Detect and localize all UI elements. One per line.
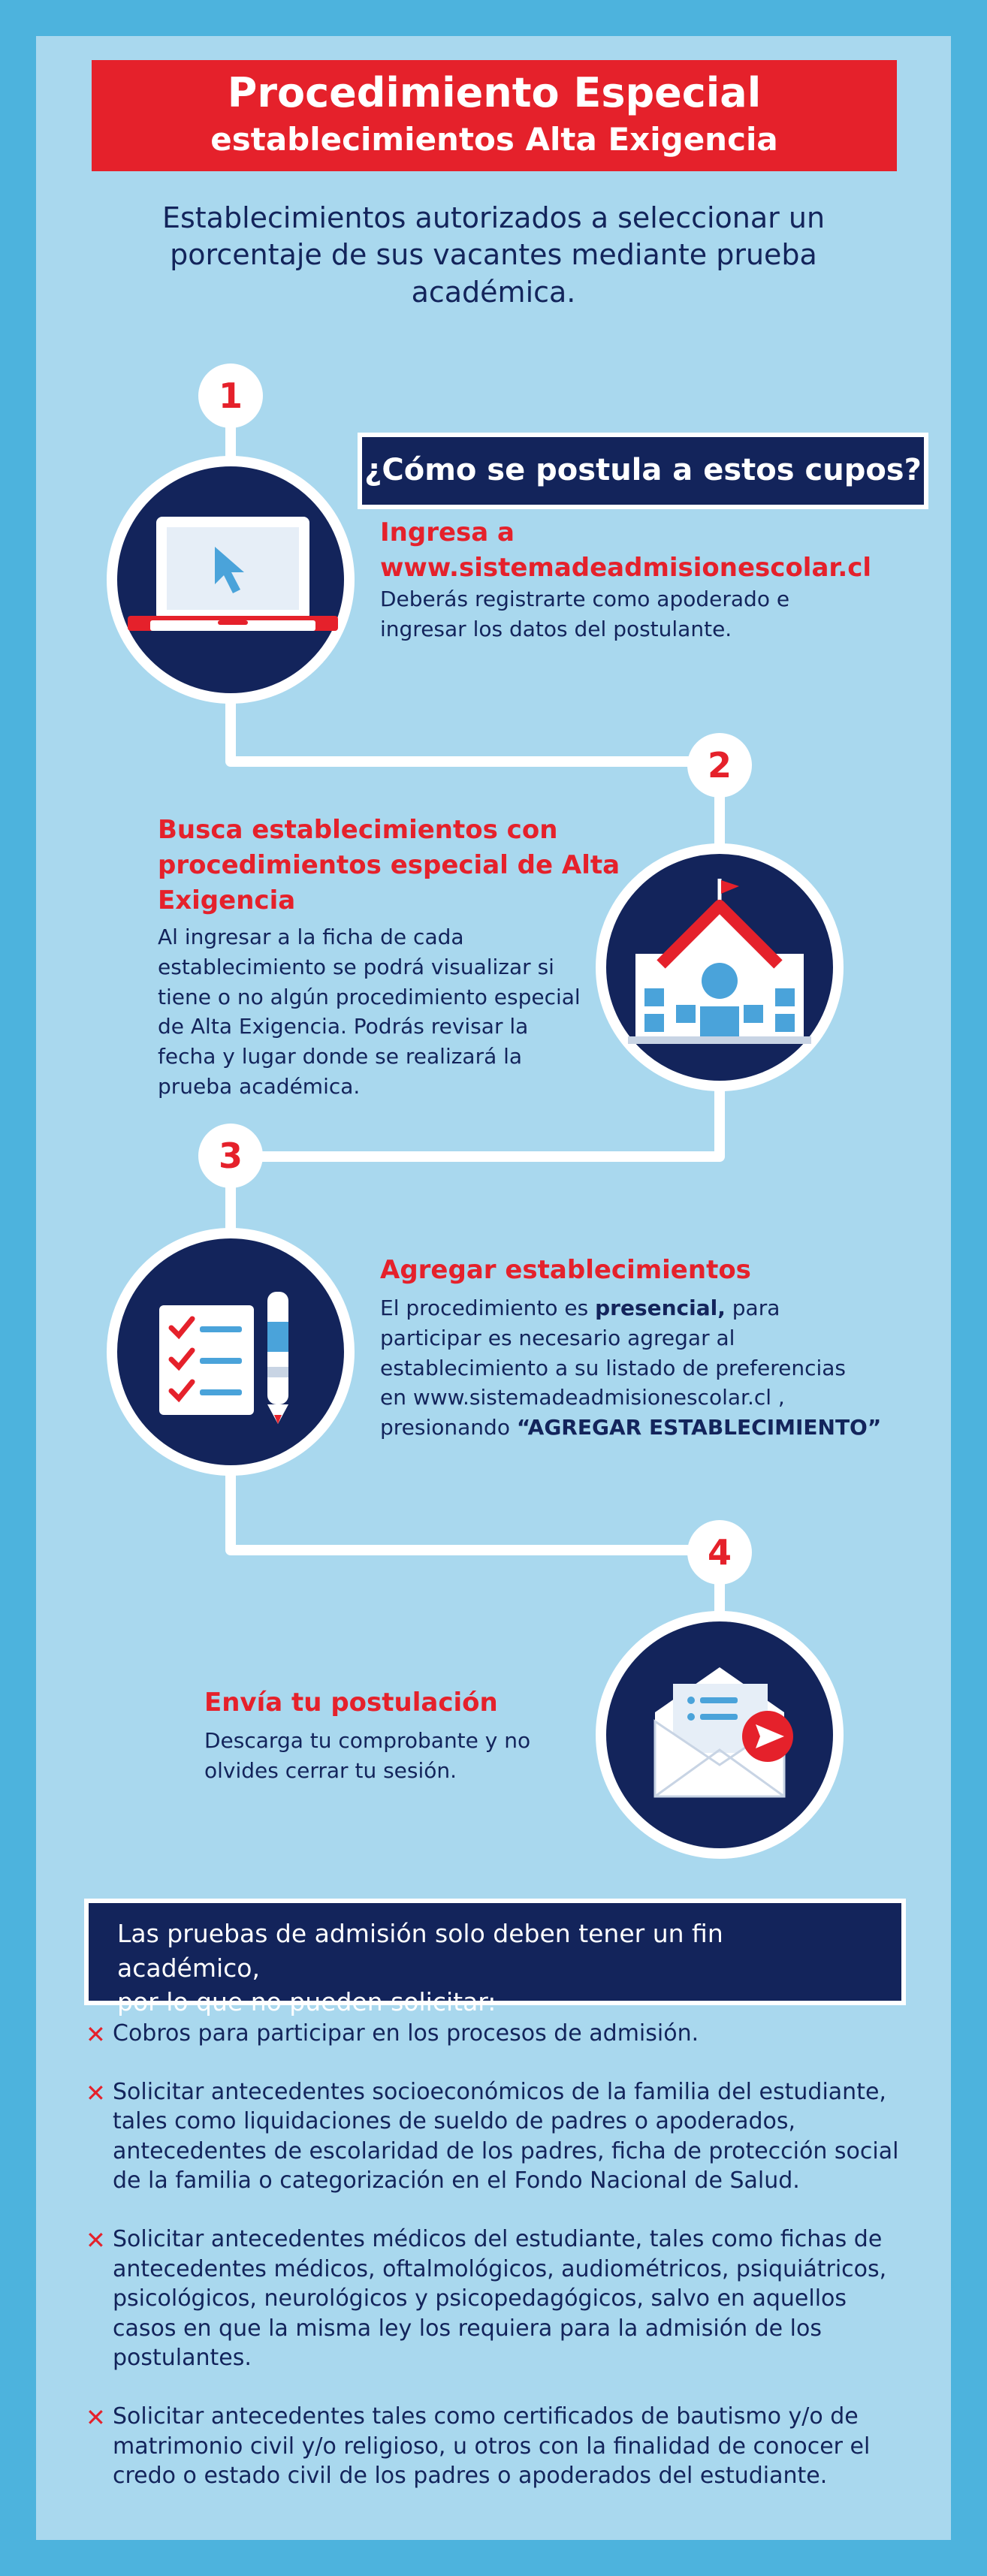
step-3-title: Agregar establecimientos: [380, 1255, 751, 1285]
step-3-desc-line-1c: para: [725, 1296, 780, 1320]
prohibitions-list: [84, 2004, 925, 2491]
school-building-icon: [601, 849, 838, 1086]
step-1-desc-line-2: ingresar los datos del postulante.: [380, 616, 732, 641]
question-heading: ¿Cómo se postula a estos cupos?: [358, 433, 928, 509]
prohibition-3-line-5: postulantes.: [113, 2345, 252, 2372]
step-4-title: Envía tu postulación: [204, 1688, 498, 1718]
prohibition-3-line-3: psicológicos, neurológicos y psicopedagógicos, salvo en aquellos: [113, 2285, 847, 2312]
prohibition-3-line-4: casos en que la misma ley los requiera para la admisión de los: [113, 2315, 822, 2342]
step-2-title-line-3: Exigencia: [158, 885, 296, 915]
step-3-desc-line-1a: El procedimiento es: [380, 1296, 596, 1320]
step-1-title: [380, 515, 871, 586]
prohibition-1-line-1: Cobros para participar en los procesos de admisión.: [113, 2020, 699, 2047]
step-2-desc-line-3: tiene o no algún procedimiento especial: [158, 984, 581, 1009]
step-3-desc-button-name: “AGREGAR ESTABLECIMIENTO”: [516, 1415, 882, 1440]
step-2-title-line-1: Busca establecimientos con: [158, 815, 558, 845]
laptop-icon: [112, 461, 349, 698]
prohibition-item: [84, 2077, 925, 2196]
prohibition-item: [84, 2019, 925, 2049]
step-4-description: [204, 1726, 530, 1786]
step-4-desc-line-2: olvides cerrar tu sesión.: [204, 1757, 457, 1783]
checklist-pen-icon: [112, 1233, 349, 1470]
step-1-title-line-2: www.sistemadeadmisionescolar.cl: [380, 552, 872, 583]
cross-icon: ✕: [86, 2225, 106, 2255]
step-2-desc-line-4: de Alta Exigencia. Podrás revisar la: [158, 1014, 529, 1039]
step-2-desc-line-1: Al ingresar a la ficha de cada: [158, 925, 464, 949]
step-2-desc-line-6: prueba académica.: [158, 1073, 361, 1099]
prohibition-3-line-1: Solicitar antecedentes médicos del estudiante, tales como fichas de: [113, 2225, 883, 2252]
title-banner: [92, 60, 897, 171]
step-3-desc-line-1: [380, 1293, 881, 1323]
prohibition-4-line-3: credo o estado civil de los padres o apoderados del estudiante.: [113, 2463, 828, 2490]
step-3-desc-line-2: participar es necesario agregar al: [380, 1325, 735, 1350]
step-4-desc-line-1: Descarga tu comprobante y no: [204, 1728, 531, 1753]
prohibition-2-line-3: antecedentes de escolaridad de los padres, ficha de protección social: [113, 2137, 899, 2164]
notice-line-1: Las pruebas de admisión solo deben tener un fin académico,: [117, 1919, 723, 1983]
step-3-desc-line-4: en www.sistemadeadmisionescolar.cl ,: [380, 1385, 785, 1410]
cross-icon: ✕: [86, 2078, 106, 2107]
title-line-2: establecimientos Alta Exigencia: [210, 121, 778, 158]
step-number-2: 2: [687, 733, 752, 798]
step-2-title: [158, 813, 620, 918]
prohibition-4-line-1: Solicitar antecedentes tales como certificados de bautismo y/o de: [113, 2403, 859, 2430]
title-line-1: Procedimiento Especial: [227, 69, 762, 116]
intro-text: Establecimientos autorizados a seleccionar un porcentaje de sus vacantes mediante prueba académica.: [161, 201, 826, 309]
step-2-description: [158, 922, 581, 1102]
notice-box: [84, 1899, 906, 2017]
prohibition-3-line-2: antecedentes médicos, oftalmológicos, audiométricos, psiquiátricos,: [113, 2255, 887, 2282]
step-3-desc-line-3: establecimiento a su listado de preferencias: [380, 1355, 846, 1380]
step-3-desc-emphasis: presencial,: [595, 1296, 726, 1320]
cross-icon: ✕: [86, 2403, 106, 2432]
step-3-description: [380, 1293, 881, 1443]
notice-line-2: por lo que no pueden solicitar:: [117, 1987, 497, 2017]
step-2-desc-line-2: establecimiento se podrá visualizar si: [158, 954, 554, 979]
step-1-description: [380, 584, 789, 644]
step-2-desc-line-5: fecha y lugar donde se realizará la: [158, 1044, 523, 1069]
step-number-3: 3: [198, 1124, 263, 1188]
step-1-desc-line-1: Deberás registrarte como apoderado e: [380, 587, 790, 611]
step-number-1: 1: [198, 363, 263, 428]
step-3-desc-line-5a: presionando: [380, 1415, 517, 1440]
step-3-desc-line-5: [380, 1413, 881, 1443]
prohibition-2-line-2: tales como liquidaciones de sueldo de padres o apoderados,: [113, 2108, 796, 2135]
prohibition-item: [84, 2225, 925, 2373]
step-2-title-line-2: procedimientos especial de Alta: [158, 849, 620, 880]
step-number-4: 4: [687, 1520, 752, 1585]
envelope-send-icon: [601, 1616, 838, 1854]
prohibition-item: [84, 2402, 925, 2491]
step-1-title-line-1: Ingresa a: [380, 517, 515, 547]
prohibition-4-line-2: matrimonio civil y/o religioso, u otros con la finalidad de conocer el: [113, 2433, 871, 2460]
prohibition-2-line-1: Solicitar antecedentes socioeconómicos de la familia del estudiante,: [113, 2078, 886, 2105]
cross-icon: ✕: [86, 2020, 106, 2049]
prohibition-2-line-4: de la familia o categorización en el Fondo Nacional de Salud.: [113, 2167, 800, 2194]
